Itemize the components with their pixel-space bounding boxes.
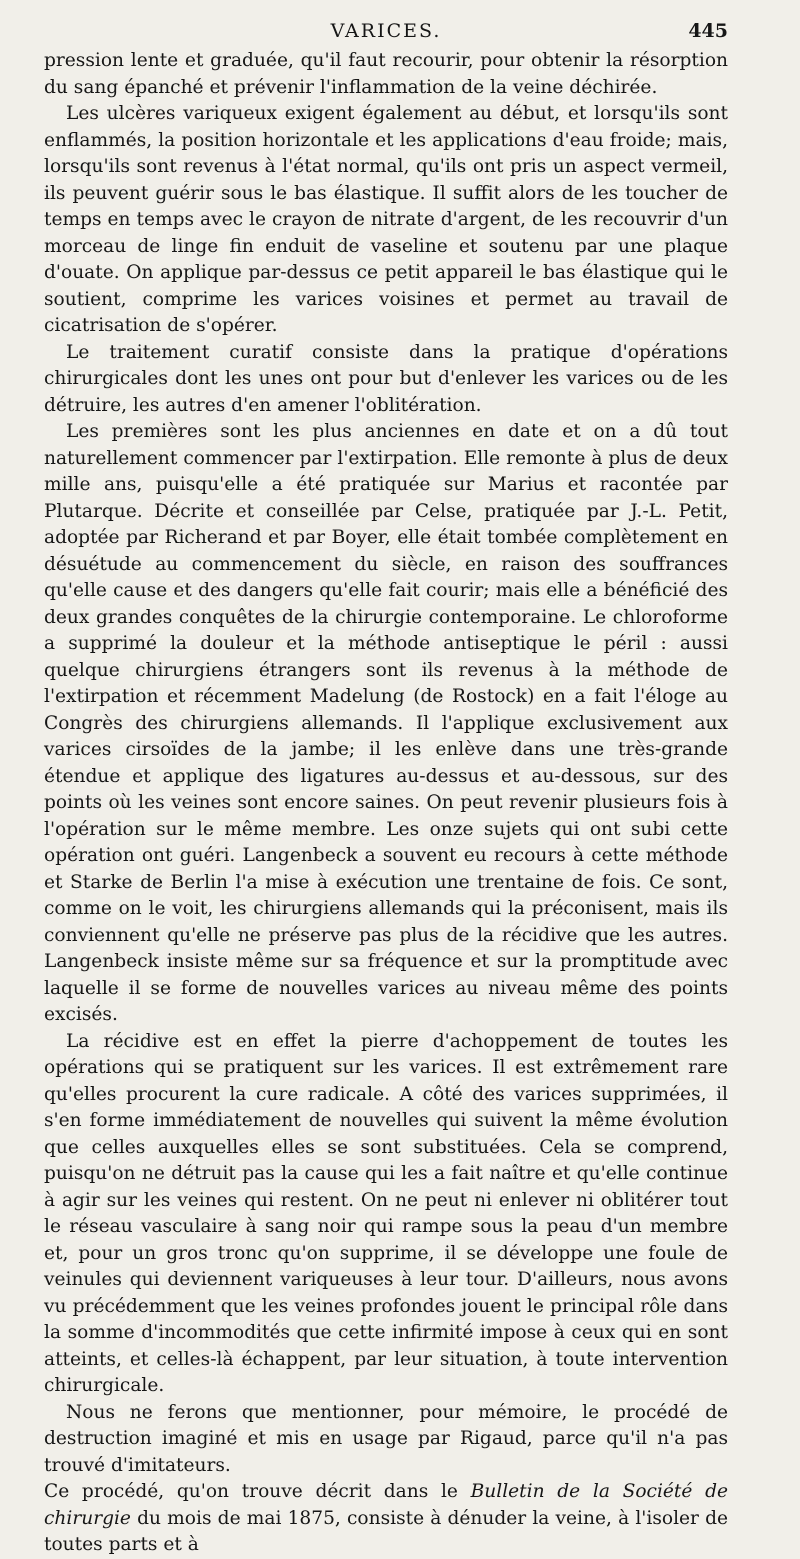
text-run: Ce procédé, qu'on trouve décrit dans le <box>44 1481 471 1502</box>
paragraph-varicose-ulcers: Les ulcères variqueux exigent également au début, et lorsqu'ils sont enflammés, la position horizontale et les applications d'eau froide; mais, lorsqu'ils sont revenus à l'état normal, qu'ils ont pris un aspect vermeil, ils peuvent guérir sous le bas élastique. Il suffit alors de les toucher de temps en temps avec le crayon de nitrate d'argent, de les recouvrir d'un morceau de linge fin enduit de vaseline et soutenu par une plaque d'ouate. On applique par-dessus ce petit appareil le bas élastique qui le soutient, comprime les varices voisines et permet au travail de cicatrisation de s'opérer. <box>44 103 728 336</box>
running-title: VARICES. <box>330 20 442 42</box>
paragraph-curative-treatment: Le traitement curatif consiste dans la pratique d'opérations chirurgicales dont les unes ont pour but d'enlever les varices ou de les détruire, les autres d'en amener l'oblitération. <box>44 341 728 416</box>
page-number: 445 <box>688 20 728 42</box>
text-run: du mois de mai 1875, consiste à dénuder la veine, à l'isoler de toutes parts et à <box>44 1507 728 1555</box>
paragraph-rigaud-procedure: Nous ne ferons que mentionner, pour mémoire, le procédé de destruction imaginé et mis en usage par Rigaud, parce qu'il n'a pas trouvé d'imitateurs. <box>44 1401 728 1476</box>
paragraph-recurrence: La récidive est en effet la pierre d'achoppement de toutes les opérations qui se pratiquent sur les varices. Il est extrêmement rare qu'elles procurent la cure radicale. A côté des varices supprimées, il s'en forme immédiatement de nouvelles qui suivent la même évolution que celles auxquelles elles se sont substituées. Cela se comprend, puisqu'on ne détruit pas la cause qui les a fait naître et qu'elle continue à agir sur les veines qui restent. On ne peut ni enlever ni oblitérer tout le réseau vasculaire à sang noir qui rampe sous la peau d'un membre et, pour un gros tronc qu'on supprime, il se développe une foule de veinules qui deviennent variqueuses à leur tour. D'ailleurs, nous avons vu précédemment que les veines profondes jouent le principal rôle dans la somme d'incommodités que cette infirmité impose à ceux qui en sont atteints, et celles-là échappent, par leur situation, à toute intervention chirurgicale. <box>44 1030 728 1396</box>
paragraph-continuation: pression lente et graduée, qu'il faut recourir, pour obtenir la résorption du sang épanché et prévenir l'inflammation de la veine déchirée. <box>44 50 728 98</box>
paragraph-extirpation: Les premières sont les plus anciennes en date et on a dû tout naturellement commencer par l'extirpation. Elle remonte à plus de deux mille ans, puisqu'elle a été pratiquée sur Marius et racontée par Plutarque. Décrite et conseillée par Celse, pratiquée par J.-L. Petit, adoptée par Richerand et par Boyer, elle était tombée complètement en désuétude au commencement du siècle, en raison des souffrances qu'elle cause et des dangers qu'elle fait courir; mais elle a bénéficié des deux grandes conquêtes de la chirurgie contemporaine. Le chloroforme a supprimé la douleur et la méthode antiseptique le péril : aussi quelque chirurgiens étrangers sont ils revenus à la méthode de l'extirpation et récemment Madelung (de Rostock) en a fait l'éloge au Congrès des chirurgiens allemands. Il l'applique exclusivement aux varices cirsoïdes de la jambe; il les enlève dans une très-grande étendue et applique des ligatures au-dessus et au-dessous, sur des points où les veines sont encore saines. On peut revenir plusieurs fois à l'opération sur le même membre. Les onze sujets qui ont subi cette opération ont guéri. Langenbeck a souvent eu recours à cette méthode et Starke de Berlin l'a mise à exécution une trentaine de fois. Ce sont, comme on le voit, les chirurgiens allemands qui la préconisent, mais ils conviennent qu'elle ne préserve pas plus de la récidive que les autres. Langenbeck insiste même sur sa fréquence et sur la promptitude avec laquelle il se forme de nouvelles varices au niveau même des points excisés. <box>44 421 728 1025</box>
paragraph-procedure-description <box>44 1479 728 1559</box>
page-header <box>44 14 728 48</box>
journal-title: Bulletin de la Société de chirurgie <box>44 1481 728 1529</box>
body-text <box>44 48 728 1559</box>
